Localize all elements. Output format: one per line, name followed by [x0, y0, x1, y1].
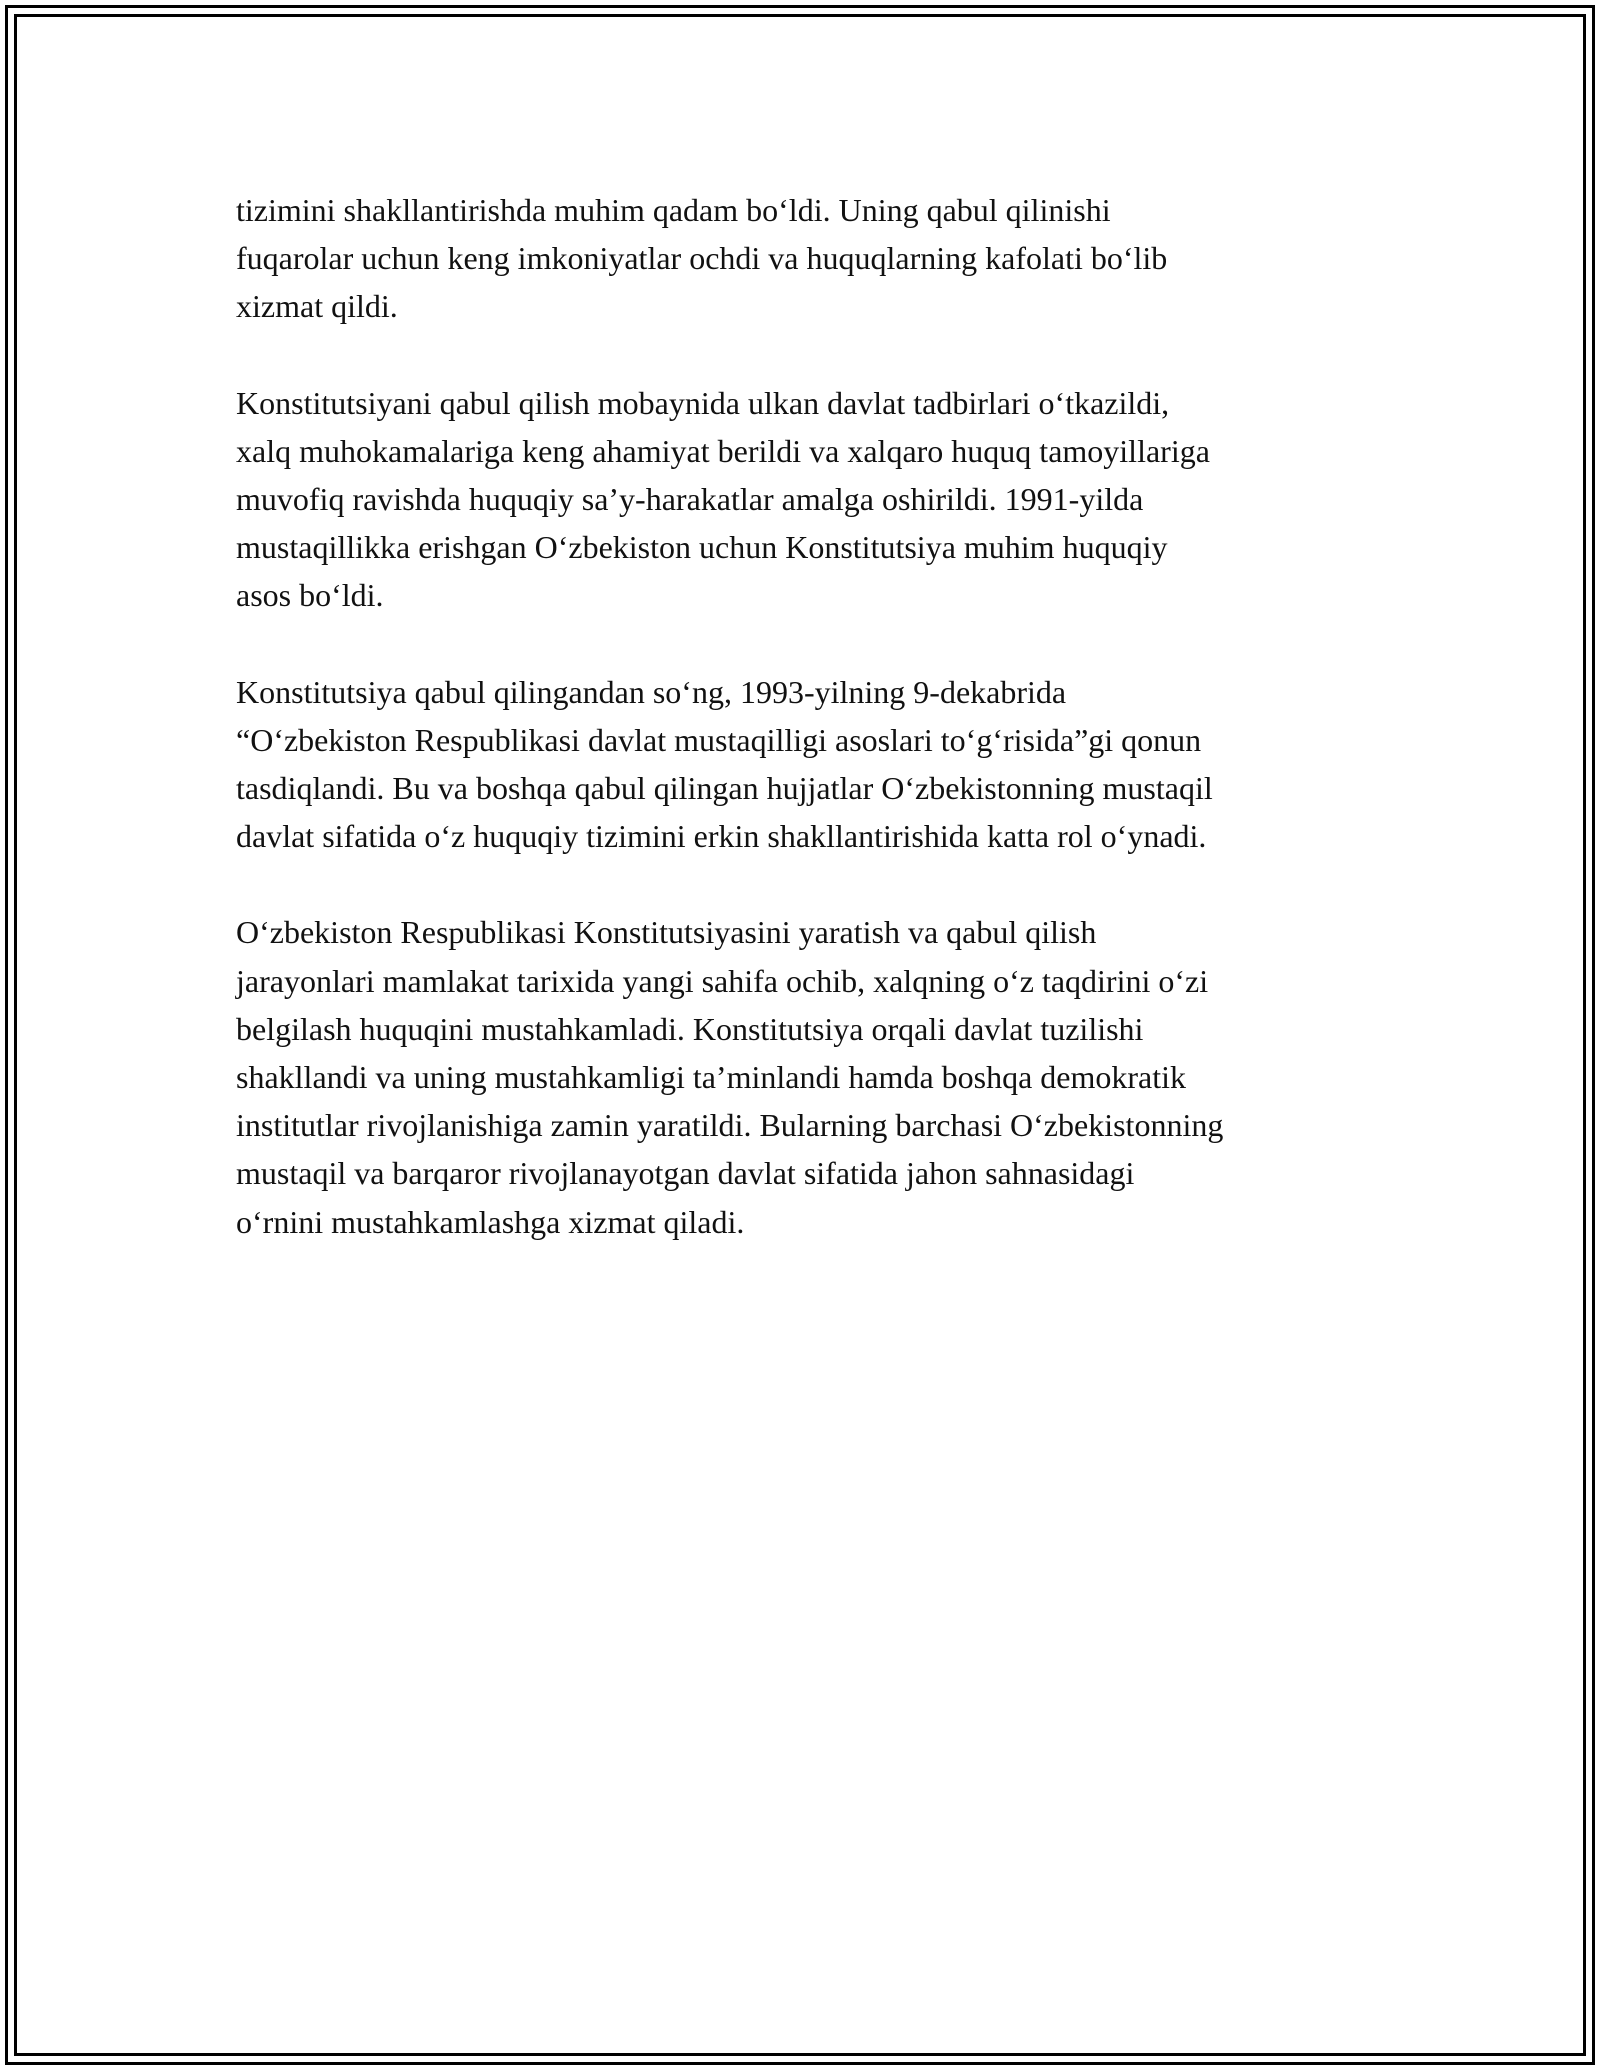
paragraph-line: asos bo‘ldi. — [236, 577, 384, 614]
paragraph-line: tasdiqlandi. Bu va boshqa qabul qilingan hujjatlar O‘zbekistonning mustaqil — [236, 770, 1213, 807]
paragraph-line: xalq muhokamalariga keng ahamiyat berildi va xalqaro huquq tamoyillariga — [236, 432, 1210, 469]
paragraph-line: shakllandi va uning mustahkamligi ta’minlandi hamda boshqa demokratik — [236, 1059, 1187, 1096]
document-body — [236, 186, 1376, 1294]
paragraph-line: belgilash huquqini mustahkamladi. Konstitutsiya orqali davlat tuzilishi — [236, 1010, 1144, 1047]
paragraph-line: “O‘zbekiston Respublikasi davlat mustaqilligi asoslari to‘g‘risida”gi qonun — [236, 721, 1202, 758]
paragraph-line: mustaqillikka erishgan O‘zbekiston uchun Konstitutsiya muhim huquqiy — [236, 529, 1168, 566]
paragraph-4 — [236, 908, 1376, 1245]
paragraph-line: o‘rnini mustahkamlashga xizmat qiladi. — [236, 1203, 745, 1240]
paragraph-line: jarayonlari mamlakat tarixida yangi sahifa ochib, xalqning o‘z taqdirini o‘zi — [236, 962, 1209, 999]
paragraph-line: tizimini shakllantirishda muhim qadam bo‘ldi. Uning qabul qilinishi — [236, 192, 1111, 228]
paragraph-line: muvofiq ravishda huquqiy sa’y-harakatlar amalga oshirildi. 1991-yilda — [236, 481, 1144, 518]
paragraph-line: fuqarolar uchun keng imkoniyatlar ochdi va huquqlarning kafolati bo‘lib — [236, 240, 1168, 277]
paragraph-line: xizmat qildi. — [236, 288, 398, 325]
paragraph-2 — [236, 379, 1376, 620]
paragraph-line: institutlar rivojlanishiga zamin yaratildi. Bularning barchasi O‘zbekistonning — [236, 1107, 1224, 1144]
paragraph-line: Konstitutsiyani qabul qilish mobaynida ulkan davlat tadbirlari o‘tkazildi, — [236, 384, 1170, 421]
paragraph-3 — [236, 668, 1376, 861]
paragraph-1 — [236, 186, 1376, 331]
paragraph-line: davlat sifatida o‘z huquqiy tizimini erkin shakllantirishida katta rol o‘ynadi. — [236, 818, 1207, 855]
paragraph-line: O‘zbekiston Respublikasi Konstitutsiyasini yaratish va qabul qilish — [236, 914, 1097, 951]
paragraph-line: mustaqil va barqaror rivojlanayotgan davlat sifatida jahon sahnasidagi — [236, 1155, 1135, 1192]
paragraph-line: Konstitutsiya qabul qilingandan so‘ng, 1993-yilning 9-dekabrida — [236, 673, 1067, 710]
